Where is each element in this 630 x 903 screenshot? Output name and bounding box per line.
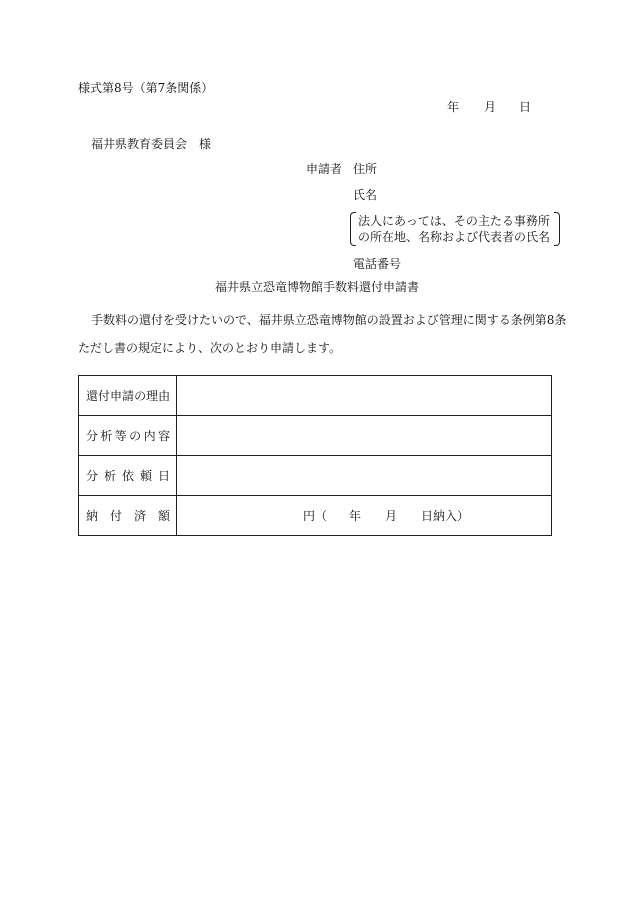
application-table	[78, 375, 552, 536]
row-label-char: 理	[146, 389, 159, 403]
row-label-char: 頼	[139, 469, 152, 483]
refund-reason-field[interactable]	[177, 376, 552, 416]
row-label-char: 依	[121, 469, 134, 483]
paid-month-label: 月	[385, 509, 398, 523]
row-label-char: 納	[86, 509, 99, 523]
corporate-note-line2: の所在地、名称および代表者の氏名	[358, 230, 551, 244]
row-label-char: の	[129, 429, 142, 443]
paid-day-label: 日納入）	[421, 509, 470, 523]
date-month-label: 月	[484, 100, 497, 114]
address-label: 住所	[353, 162, 378, 176]
row-label-char: 付	[109, 509, 122, 523]
row-label-char: 等	[114, 429, 127, 443]
left-bracket	[350, 212, 356, 246]
row-label-char: の	[134, 389, 147, 403]
table-row	[79, 376, 552, 416]
row-label-char: 申	[110, 389, 123, 403]
applicant-label: 申請者	[306, 162, 343, 176]
row-label-char: 日	[157, 469, 170, 483]
row-label-char: 容	[157, 429, 170, 443]
request-date-field[interactable]	[177, 456, 552, 496]
table-row	[79, 496, 552, 536]
analysis-content-field[interactable]	[177, 416, 552, 456]
name-label: 氏名	[353, 188, 378, 202]
document-title: 福井県立恐竜博物館手数料還付申請書	[215, 280, 420, 294]
row-label-request-date	[79, 456, 177, 496]
corporate-note	[350, 212, 560, 246]
addressee: 福井県教育委員会 様	[91, 137, 212, 151]
row-label-char: 析	[103, 469, 116, 483]
yen-label: 円（	[302, 509, 327, 523]
phone-label: 電話番号	[353, 257, 402, 271]
row-label-char: 額	[157, 509, 170, 523]
table-row	[79, 416, 552, 456]
body-text-line2: ただし書の規定により、次のとおり申請します。	[78, 341, 342, 355]
form-number: 様式第8号（第7条関係）	[78, 81, 214, 95]
paid-year-label: 年	[348, 509, 361, 523]
paid-amount-field[interactable]	[177, 496, 552, 536]
row-label-char: 還	[86, 389, 99, 403]
row-label-refund-reason	[79, 376, 177, 416]
row-label-char: 由	[158, 389, 171, 403]
row-label-paid-amount	[79, 496, 177, 536]
row-label-char: 分	[86, 429, 99, 443]
body-text-line1: 手数料の還付を受けたいので、福井県立恐竜博物館の設置および管理に関する条例第8条	[91, 313, 567, 327]
right-bracket	[554, 212, 560, 246]
row-label-char: 済	[133, 509, 146, 523]
table-row	[79, 456, 552, 496]
row-label-analysis-content	[79, 416, 177, 456]
row-label-char: 付	[98, 389, 111, 403]
row-label-char: 析	[100, 429, 113, 443]
date-day-label: 日	[519, 100, 532, 114]
row-label-char: 請	[122, 389, 135, 403]
corporate-note-line1: 法人にあっては、その主たる事務所	[358, 214, 550, 228]
date-year-label: 年	[447, 100, 460, 114]
row-label-char: 分	[86, 469, 99, 483]
row-label-char: 内	[143, 429, 156, 443]
